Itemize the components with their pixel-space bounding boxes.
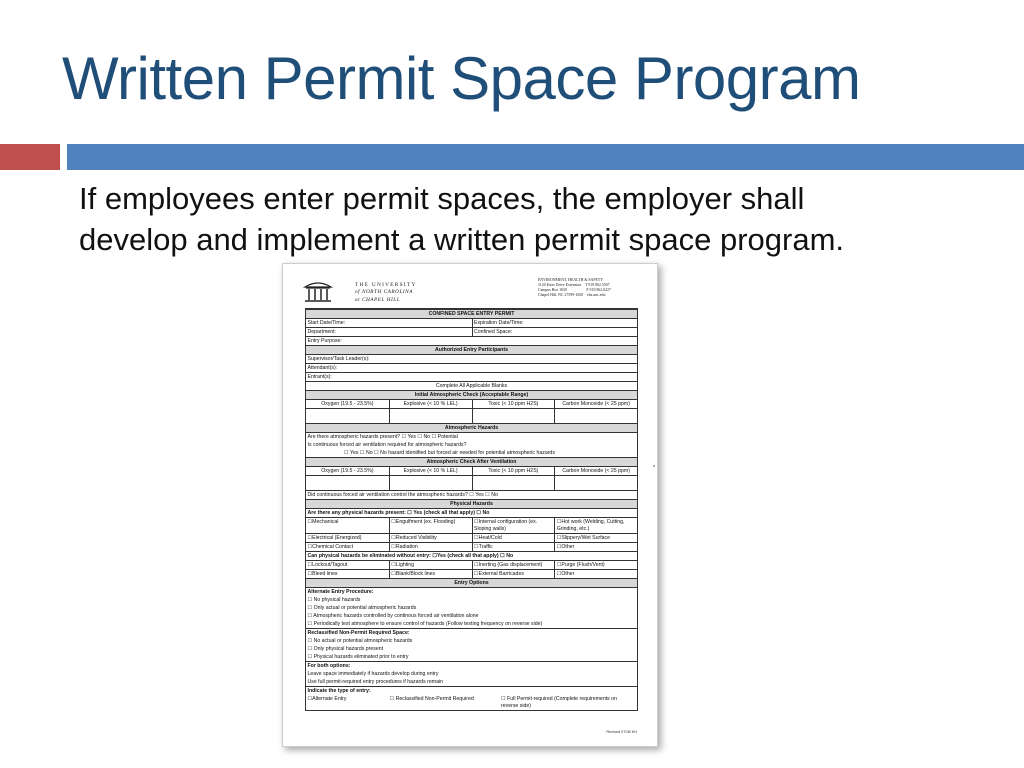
slide-title: Written Permit Space Program <box>62 45 861 112</box>
accent-bar-blue <box>67 144 1024 170</box>
permit-form-image <box>282 263 658 747</box>
permit-form-table: CONFINED SPACE ENTRY PERMIT Start Date/Time: Expiration Date/Time: Department: Confined Space: Entry Purpose: Authorized Entry Participants Supervisor/Task Leader(s): Attendant(s): Entrant(s): Complete All Applicable Blanks Initial Atmospheric Check (Acceptable Range) Oxygen (19.5 - 23.5%) Explosive (< 10 % LEL) Toxic (< 10 ppm H2S) Carbon Monoxide (< 25 ppm) Atmospheric Hazards Are there atmospheric hazards present? ☐ Yes ☐ No ☐ Potential Is continuous forced air ventilation required for atmospheric hazards? ☐ Yes ☐ No ☐ No hazard identified but forced air needed for potential atmospheric hazards Atmospheric Check After Ventilation Oxygen (19.5 - 23.5%) Explosive (< 10 % LEL) Toxic (< 10 ppm H2S) Carbon Monoxide (< 25 ppm) Did continuous forced air ventilation control the atmospheric hazards? ☐ Yes ☐ No Physical Hazards Are there any physical hazards present: ☐ Yes (check all that apply) ☐ No ☐Mechanical ☐Engulfment (ex. Flooding) ☐Internal configuration (ex. Sloping walls) ☐Hot work (Welding, Cutting, Grinding, etc.) ☐Electrical (Energized) ☐Reduced Visibility ☐Heat/Cold ☐Slippery/Wet Surface ☐Chemical Contact ☐Radiation ☐Traffic ☐Other Can physical hazards be eliminated without entry: ☐Yes (check all that apply) ☐ No ☐Lockout/Tagout ☐Lighting ☐Inerting (Gas displacement) ☐Purge (Flush/Vent) ☐Bleed lines ☐Blank/Block lines ☐External Barricades ☐Other Entry Options Alternate Entry Procedure: ☐ No physical hazards ☐ Only actual or potential atmospheric hazards ☐ Atmospheric hazards controlled by continous forced air ventilation alone ☐ Periodically test atmosphere to ensure control of hazards (Follow testing frequency on reverse side) Reclassified Non-Permit Required Space: ☐ No actual or potential atmospheric hazards ☐ Only physical hazards present ☐ Physical hazards eliminated prior to entry For both options: Leave space immediately if hazards develop during entry Use full permit-required entry procedures if hazards remain Indicate the type of entry: ☐Alternate Entry ☐ Reclassified Non-Permit Required ☐ Full Permit-required (Complete requirements on reverse side) <box>305 308 638 711</box>
slide-body-text: If employees enter permit spaces, the employer shall develop and implement a written permit space program. <box>79 181 845 257</box>
old-well-logo-icon <box>303 278 333 304</box>
revision-note: Revised 07/08 KH <box>606 730 637 734</box>
form-title-row: CONFINED SPACE ENTRY PERMIT <box>306 309 637 318</box>
form-header <box>283 264 657 308</box>
stray-mark <box>653 465 655 467</box>
university-name: THE UNIVERSITY of NORTH CAROLINA at CHAPEL HILL <box>355 282 417 303</box>
accent-bar-red <box>0 144 60 170</box>
ehs-contact-block: ENVIRONMENT, HEALTH & SAFETY 1120 Estes Drive Extension T 919.962.5507 Campus Box 1650 F 919.962.0227 Chapel Hill, NC 27599-1650 ehs.unc.edu <box>538 278 611 298</box>
